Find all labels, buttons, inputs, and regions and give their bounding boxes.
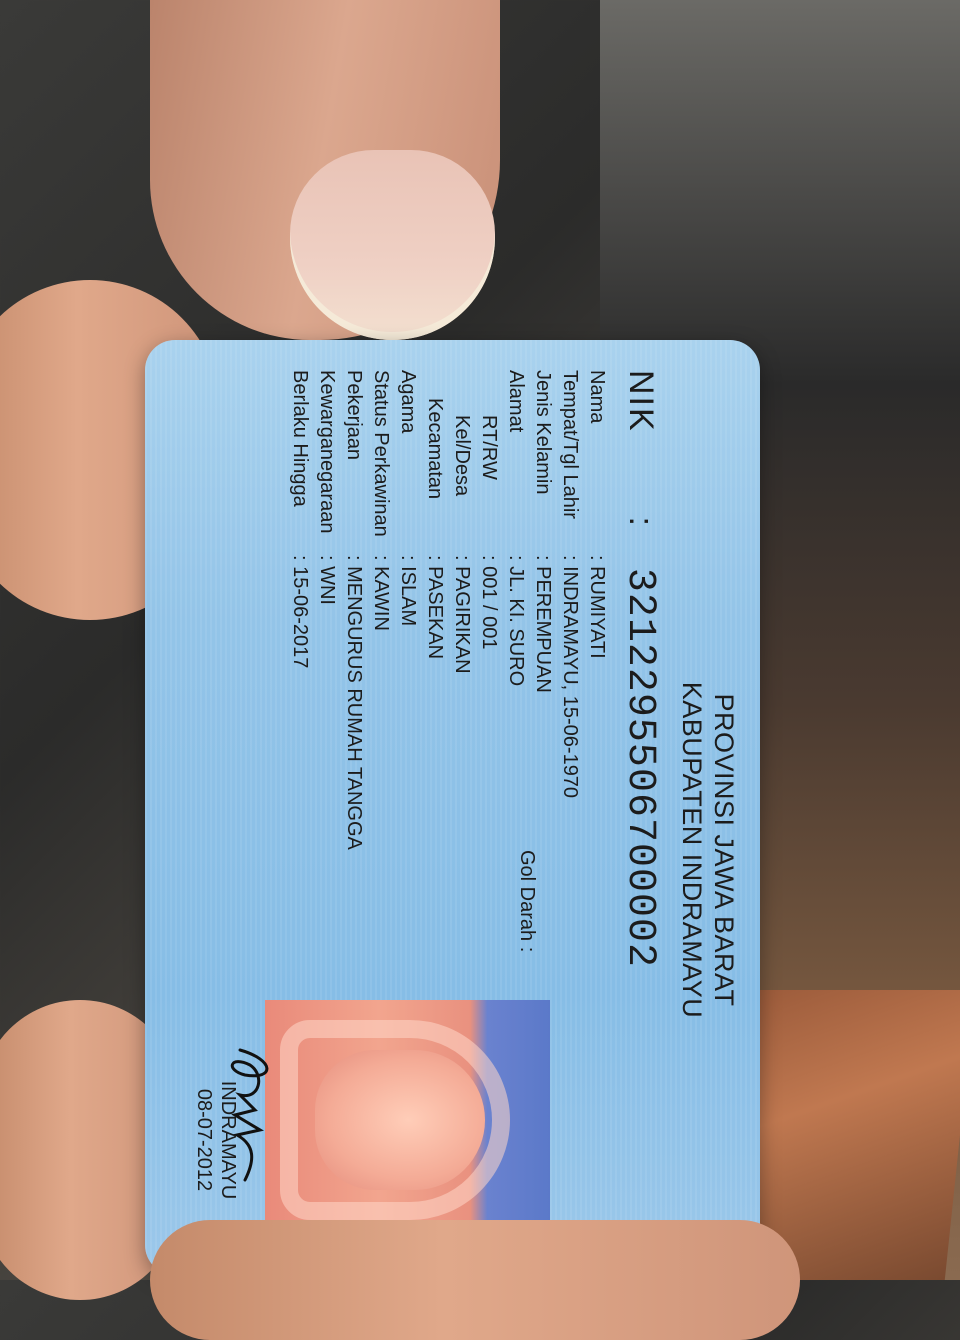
field-row — [502, 370, 529, 850]
blood-type-label: Gol Darah — [516, 850, 538, 942]
field-label: RT/RW — [478, 415, 500, 480]
field-row — [475, 370, 502, 850]
field-value: : PASEKAN — [424, 555, 446, 660]
nik-label: NIK — [622, 370, 660, 433]
field-row — [448, 370, 475, 850]
field-value: : ISLAM — [397, 555, 419, 627]
field-value: : MENGURUS RUMAH TANGGA — [343, 555, 365, 850]
field-value: : 15-06-2017 — [289, 555, 311, 669]
blood-type — [513, 850, 540, 952]
portrait-photo — [265, 1000, 550, 1240]
field-label: Kecamatan — [424, 398, 446, 500]
field-label: Jenis Kelamin — [532, 370, 554, 495]
regency-title: KABUPATEN INDRAMAYU — [677, 681, 707, 1019]
issue-info — [192, 1040, 240, 1240]
field-row — [340, 370, 367, 850]
field-value: : RUMIYATI — [586, 555, 608, 659]
blood-type-value: : — [516, 946, 538, 953]
field-value: : KAWIN — [370, 555, 392, 631]
field-value: : INDRAMAYU, 15-06-1970 — [559, 555, 581, 799]
field-label: Berlaku Hingga — [289, 370, 311, 507]
id-card-content — [145, 340, 760, 1275]
nik-colon: : — [622, 516, 660, 528]
face — [315, 1050, 485, 1190]
field-row — [286, 370, 313, 850]
field-label: Nama — [586, 370, 608, 424]
field-value: : JL. KI. SURO — [505, 555, 527, 687]
field-row — [313, 370, 340, 850]
field-row — [394, 370, 421, 850]
field-label: Kel/Desa — [451, 415, 473, 497]
bottom-finger — [150, 1220, 800, 1340]
field-value: : WNI — [316, 555, 338, 605]
field-row — [583, 370, 610, 850]
field-label: Tempat/Tgl Lahir — [559, 370, 581, 519]
province-title: PROVINSI JAWA BARAT — [709, 693, 739, 1007]
nik-value: 3212295506700002 — [617, 567, 662, 968]
field-label: Alamat — [505, 370, 527, 433]
field-list — [286, 370, 610, 953]
field-row — [367, 370, 394, 850]
id-card — [145, 340, 760, 1275]
thumbnail — [290, 150, 495, 340]
field-label: Agama — [397, 370, 419, 434]
nik-row — [617, 370, 662, 968]
field-row — [556, 370, 583, 850]
field-value: : 001 / 001 — [478, 555, 500, 650]
issue-date: 08-07-2012 — [193, 1088, 215, 1192]
field-value: : PAGIRIKAN — [451, 555, 473, 674]
field-label: Pekerjaan — [343, 370, 365, 461]
field-row — [421, 370, 448, 850]
field-label: Kewarganegaraan — [316, 370, 338, 534]
issue-place: INDRAMAYU — [217, 1080, 239, 1200]
field-label: Status Perkawinan — [370, 370, 392, 537]
card-header — [676, 640, 740, 1060]
field-value: : PEREMPUAN — [532, 555, 554, 693]
field-row — [529, 370, 556, 850]
